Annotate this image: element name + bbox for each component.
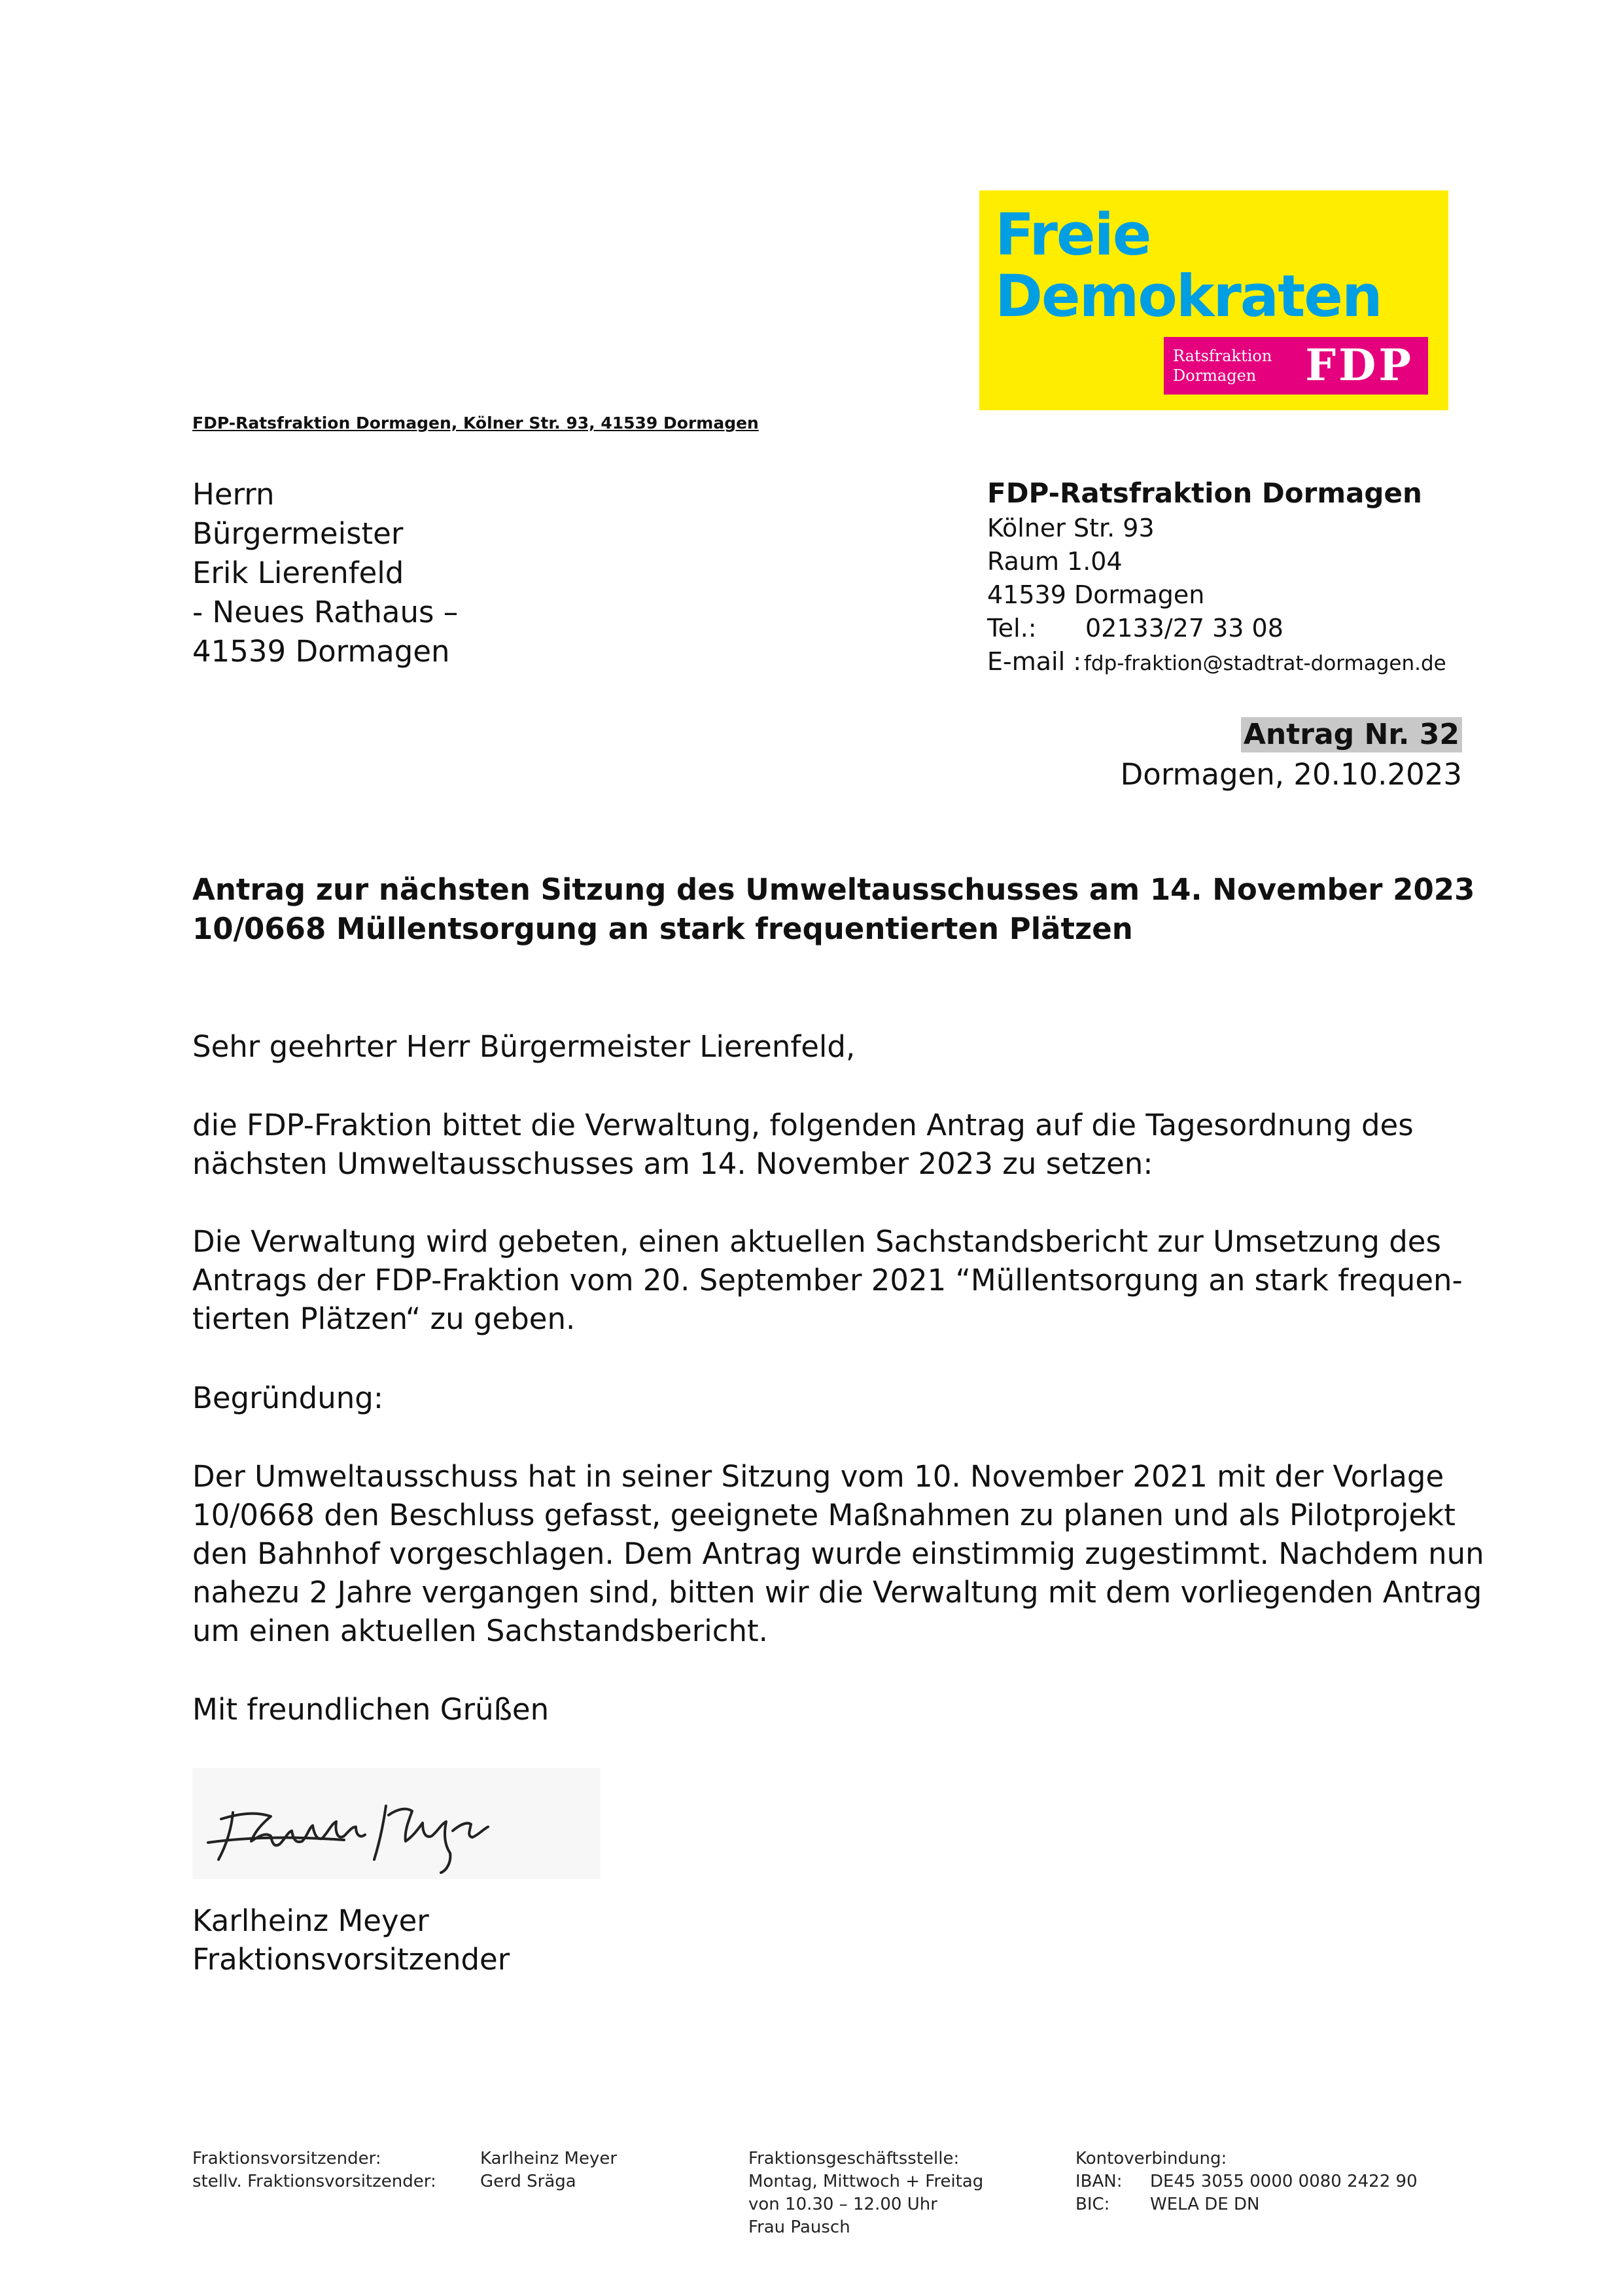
footer-line: Frau Pausch (748, 2217, 850, 2237)
salutation: Sehr geehrter Herr Bürgermeister Lierenfeld, (192, 1029, 856, 1064)
footer-bic-row (1075, 2193, 1418, 2216)
contact-city: 41539 Dormagen (987, 580, 1205, 609)
contact-tel-label: Tel.: (987, 614, 1037, 643)
footer-line: stellv. Fraktionsvorsitzender: (192, 2172, 436, 2191)
signatory-name: Karlheinz Meyer (192, 1903, 429, 1938)
footer-col-names (480, 2147, 617, 2193)
logo-badge-line2: Dormagen (1173, 366, 1257, 385)
footer-col-roles (192, 2147, 436, 2193)
logo-word-freie: Freie (995, 201, 1151, 268)
recipient-line: Erik Lierenfeld (192, 556, 404, 590)
logo-badge-text (1173, 346, 1272, 385)
paragraph-line: tierten Plätzen“ zu geben. (192, 1301, 576, 1336)
paragraph-line: die FDP-Fraktion bittet die Verwaltung, folgenden Antrag auf die Tagesordnung des (192, 1108, 1414, 1142)
paragraph-line: 10/0668 den Beschluss gefasst, geeignete Maßnahmen zu planen und als Pilotprojekt (192, 1498, 1456, 1532)
footer-col-bank (1075, 2147, 1418, 2216)
footer-line: Fraktionsgeschäftsstelle: (748, 2149, 960, 2168)
paragraph-line: nahezu 2 Jahre vergangen sind, bitten wir die Verwaltung mit dem vorliegenden Antrag (192, 1575, 1482, 1610)
recipient-line: 41539 Dormagen (192, 634, 450, 669)
footer-col-office (748, 2147, 983, 2239)
recipient-address (192, 475, 458, 671)
footer-iban: DE45 3055 0000 0080 2422 90 (1150, 2172, 1418, 2191)
footer-bic-label: BIC: (1075, 2195, 1110, 2214)
paragraph-line: Die Verwaltung wird gebeten, einen aktuellen Sachstandsbericht zur Umsetzung des (192, 1224, 1441, 1259)
contact-street: Kölner Str. 93 (987, 514, 1155, 542)
paragraph-1 (192, 1106, 1448, 1183)
signatory-block (192, 1901, 1448, 1979)
contact-block (987, 475, 1446, 680)
handwritten-signature (192, 1768, 601, 1879)
logo-badge-party: FDP (1305, 340, 1414, 391)
contact-tel-row (987, 612, 1446, 645)
footer-line: Montag, Mittwoch + Freitag (748, 2172, 984, 2191)
begruendung-heading: Begründung: (192, 1381, 383, 1415)
contact-org: FDP-Ratsfraktion Dormagen (987, 477, 1422, 509)
contact-email[interactable]: fdp-fraktion@stadtrat-dormagen.de (1084, 652, 1446, 675)
paragraph-line: um einen aktuellen Sachstandsbericht. (192, 1614, 768, 1648)
logo-badge-line1: Ratsfraktion (1173, 347, 1272, 365)
recipient-line: Herrn (192, 477, 275, 512)
subject-line: Antrag zur nächsten Sitzung des Umweltausschusses am 14. November 2023 (192, 872, 1475, 907)
contact-email-label: E-mail : (987, 647, 1082, 676)
fdp-logo (979, 190, 1448, 410)
subject (192, 870, 1475, 949)
subject-line: 10/0668 Müllentsorgung an stark frequentierten Plätzen (192, 911, 1133, 946)
footer-iban-row (1075, 2170, 1418, 2193)
footer-line: Gerd Sräga (480, 2172, 576, 2191)
contact-email-row (987, 645, 1446, 680)
paragraph-line: Der Umweltausschuss hat in seiner Sitzung vom 10. November 2021 mit der Vorlage (192, 1459, 1444, 1494)
recipient-line: - Neues Rathaus – (192, 595, 459, 629)
paragraph-line: nächsten Umweltausschusses am 14. November 2023 zu setzen: (192, 1146, 1153, 1181)
contact-tel: 02133/27 33 08 (1085, 614, 1283, 643)
logo-badge (1164, 337, 1428, 395)
sender-return-address: FDP-Ratsfraktion Dormagen, Kölner Str. 93, 41539 Dormagen (192, 414, 759, 433)
footer-line: Fraktionsvorsitzender: (192, 2149, 381, 2168)
paragraph-3 (192, 1457, 1484, 1650)
footer-line: von 10.30 – 12.00 Uhr (748, 2195, 937, 2214)
paragraph-2 (192, 1222, 1463, 1338)
footer-bic: WELA DE DN (1150, 2195, 1260, 2214)
signatory-role: Fraktionsvorsitzender (192, 1942, 510, 1977)
paragraph-line: den Bahnhof vorgeschlagen. Dem Antrag wurde einstimmig zugestimmt. Nachdem nun (192, 1536, 1484, 1571)
footer-bank-title: Kontoverbindung: (1075, 2149, 1227, 2168)
paragraph-line: Antrags der FDP-Fraktion vom 20. September 2021 “Müllentsorgung an stark frequen- (192, 1263, 1463, 1298)
date-line: Dormagen, 20.10.2023 (1120, 757, 1462, 792)
logo-word-demokraten: Demokraten (995, 262, 1382, 330)
footer-line: Karlheinz Meyer (480, 2149, 618, 2168)
antrag-number: Antrag Nr. 32 (1241, 717, 1462, 752)
footer-iban-label: IBAN: (1075, 2172, 1123, 2191)
closing: Mit freundlichen Grüßen (192, 1692, 550, 1727)
contact-room: Raum 1.04 (987, 547, 1123, 576)
recipient-line: Bürgermeister (192, 516, 404, 551)
